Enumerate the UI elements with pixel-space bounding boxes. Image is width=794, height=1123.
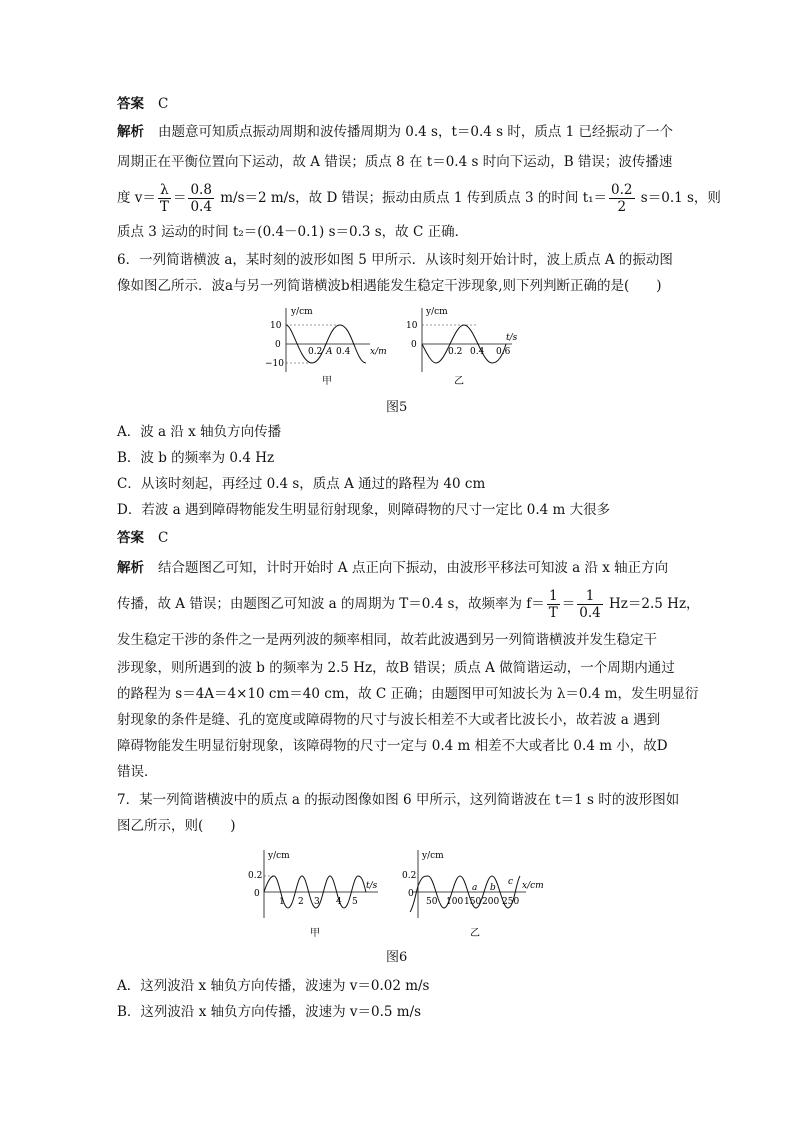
x-tick-label: 1 — [279, 897, 285, 907]
text-span: s＝0.1 s，则 — [636, 190, 721, 206]
analysis-2-line-2 — [117, 586, 700, 622]
text-span: Hz＝2.5 Hz， — [604, 596, 700, 612]
answer-2 — [117, 528, 168, 548]
text-span: 传播，故 A 错误；由题图乙可知波 a 的周期为 T＝0.4 s，故频率为 f＝ — [117, 596, 545, 612]
analysis-text: 结合题图乙可知，计时开始时 A 点正向下振动，由波形平移法可知波 a 沿 x 轴正方向 — [158, 560, 669, 576]
x-axis-label: x/m — [370, 347, 387, 357]
figure-5-title: 图5 — [386, 400, 408, 415]
x-tick-label: 0.2 — [308, 347, 323, 357]
question-6-line-2: 像如图乙所示．波a与另一列简谐横波b相遇能发生稳定干涉现象,则下列判断正确的是( ) — [117, 278, 662, 294]
fraction-1-over-t — [547, 588, 560, 621]
analysis-2-line-6: 射现象的条件是缝、孔的宽度或障碍物的尺寸与波长相差不大或者比波长小，故若波 a 遇到 — [117, 712, 661, 728]
analysis-1-line-1 — [117, 122, 673, 142]
fraction-1-over-04 — [577, 588, 602, 621]
option-a: A．这列波沿 x 轴负方向传播，波速为 v＝0.02 m/s — [117, 978, 430, 994]
question-7-line-1: 7．某一列简谐横波中的质点 a 的振动图像如图 6 甲所示，这列简谐波在 t＝1 s 时的波形图如 — [117, 792, 680, 808]
fraction-denominator: 0.4 — [579, 605, 601, 621]
y-tick-label: 0 — [408, 889, 414, 899]
fraction-lambda-over-t — [158, 182, 171, 215]
answer-label: 答案 — [117, 96, 144, 112]
question-7-line-2: 图乙所示，则( ) — [117, 818, 236, 834]
analysis-2-line-1 — [117, 558, 668, 578]
point-c-label: c — [508, 877, 514, 887]
x-tick-label: 0.6 — [496, 347, 511, 357]
answer-1 — [117, 94, 168, 114]
y-tick-label: 0 — [411, 340, 417, 350]
x-axis-label: x/cm — [522, 881, 544, 891]
figure-caption: 甲 — [310, 928, 320, 938]
fraction-denominator: 0.4 — [190, 199, 212, 215]
fraction-numerator: 0.2 — [611, 182, 633, 198]
analysis-2-line-8: 错误． — [117, 764, 158, 780]
fraction-08-over-04 — [188, 182, 213, 215]
option-d: D．若波 a 遇到障碍物能发生明显衍射现象，则障碍物的尺寸一定比 0.4 m 大很多 — [117, 502, 611, 518]
analysis-label: 解析 — [117, 560, 144, 576]
figure-6-wave-graph — [398, 846, 550, 938]
answer-label: 答案 — [117, 530, 144, 546]
x-tick-label: 3 — [314, 897, 320, 907]
fraction-numerator: 1 — [547, 588, 560, 605]
point-b-label: b — [490, 883, 496, 893]
figure-6-title: 图6 — [386, 950, 408, 965]
analysis-1-line-2: 周期正在平衡位置向下运动，故 A 错误；质点 8 在 t＝0.4 s 时向下运动，B 错误；波传播速 — [117, 154, 673, 170]
figure-5-wave-graph — [262, 304, 392, 390]
y-tick-label: 0.2 — [248, 871, 263, 881]
x-tick-label: 0.2 — [448, 347, 463, 357]
option-a: A．波 a 沿 x 轴负方向传播 — [117, 424, 282, 440]
x-tick-label: 0.4 — [470, 347, 485, 357]
text-span: ＝ — [561, 596, 576, 612]
answer-value: C — [158, 96, 169, 112]
analysis-1-line-4: 质点 3 运动的时间 t₂＝(0.4－0.1) s＝0.3 s，故 C 正确． — [117, 224, 469, 240]
figure-6-vibration-graph — [246, 846, 392, 938]
figure-caption: 乙 — [454, 376, 464, 387]
fraction-denominator: 2 — [617, 199, 627, 215]
fraction-02-over-2 — [609, 182, 634, 215]
figure-caption: 甲 — [322, 376, 332, 387]
text-span: ＝ — [172, 190, 187, 206]
analysis-text: 由题意可知质点振动周期和波传播周期为 0.4 s，t＝0.4 s 时，质点 1 已经振动了一个 — [158, 124, 674, 140]
x-tick-label: 150 — [464, 897, 482, 907]
x-tick-label: 4 — [336, 897, 342, 907]
fraction-numerator: 0.8 — [190, 182, 212, 198]
x-tick-label: 2 — [298, 897, 304, 907]
figure-caption: 乙 — [470, 928, 480, 938]
y-tick-label: −10 — [265, 359, 284, 369]
point-a-label: a — [472, 883, 478, 893]
y-axis-label: y/cm — [291, 307, 313, 317]
analysis-2-line-7: 障碍物能发生明显衍射现象，该障碍物的尺寸一定与 0.4 m 相差不大或者比 0.4 m 小，故D — [117, 738, 668, 754]
text-span: m/s＝2 m/s，故 D 错误；振动由质点 1 传到质点 3 的时间 t₁＝ — [215, 190, 608, 206]
y-tick-label: 0.2 — [402, 871, 417, 881]
y-axis-label: y/cm — [268, 851, 290, 861]
question-6-line-1: 6．一列简谐横波 a，某时刻的波形如图 5 甲所示．从该时刻开始计时，波上质点 A 的振动图 — [117, 252, 673, 268]
analysis-1-line-3 — [117, 180, 721, 216]
x-tick-label: 0.4 — [336, 347, 351, 357]
text-span: 度 v＝ — [117, 190, 156, 206]
x-axis-label: t/s — [366, 881, 378, 891]
y-tick-label: 10 — [406, 321, 418, 331]
point-a-label: A — [326, 347, 333, 357]
x-tick-label: 5 — [352, 897, 358, 907]
x-tick-label: 50 — [426, 897, 438, 907]
y-tick-label: 0 — [275, 340, 281, 350]
figure-5-vibration-graph — [404, 304, 534, 390]
analysis-2-line-5: 的路程为 s＝4A＝4×10 cm＝40 cm，故 C 正确；由题图甲可知波长为 λ＝0.4 m，发生明显衍 — [117, 686, 699, 702]
analysis-2-line-3: 发生稳定干涉的条件之一是两列波的频率相同，故若此波遇到另一列简谐横波并发生稳定干 — [117, 632, 657, 648]
analysis-label: 解析 — [117, 124, 144, 140]
x-tick-label: 200 — [482, 897, 500, 907]
y-tick-label: 10 — [270, 321, 282, 331]
option-b: B．波 b 的频率为 0.4 Hz — [117, 450, 275, 466]
fraction-numerator: 1 — [577, 588, 602, 605]
x-axis-label: t/s — [506, 333, 518, 343]
analysis-2-line-4: 涉现象，则所遇到的波 b 的频率为 2.5 Hz，故B 错误；质点 A 做简谐运动，一个周期内通过 — [117, 660, 675, 676]
x-tick-label: 100 — [446, 897, 464, 907]
answer-value: C — [158, 530, 169, 546]
option-b: B．这列波沿 x 轴负方向传播，波速为 v＝0.5 m/s — [117, 1004, 422, 1020]
y-axis-label: y/cm — [426, 307, 448, 317]
fraction-numerator: λ — [158, 182, 171, 199]
y-axis-label: y/cm — [422, 851, 444, 861]
x-tick-label: 250 — [502, 897, 520, 907]
y-tick-label: 0 — [254, 889, 260, 899]
option-c: C．从该时刻起，再经过 0.4 s，质点 A 通过的路程为 40 cm — [117, 476, 486, 492]
fraction-denominator: T — [548, 605, 558, 621]
fraction-denominator: T — [159, 199, 169, 215]
